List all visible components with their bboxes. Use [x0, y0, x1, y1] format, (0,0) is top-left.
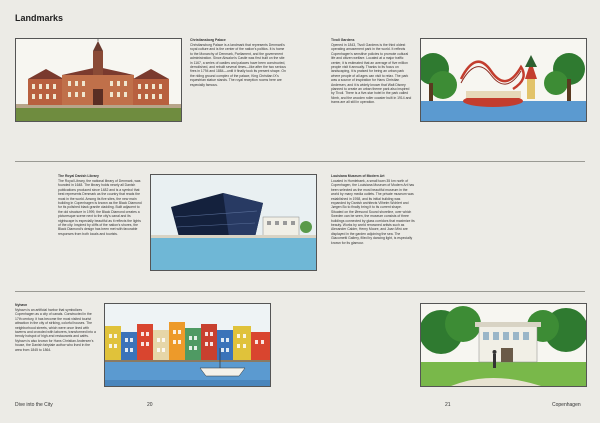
royal-library-illustration: [150, 174, 317, 271]
christiansborg-text: [190, 38, 288, 87]
nyhavn-illustration: [104, 303, 271, 387]
royal-library-title: The Royal Danish Library: [58, 174, 99, 178]
tivoli-title: Tivoli Gardens: [331, 38, 355, 42]
christiansborg-title: Christiansborg Palace: [190, 38, 226, 42]
louisiana-text: [331, 174, 415, 245]
louisiana-title: Louisiana Museum of Modern Art: [331, 174, 385, 178]
tivoli-illustration: [420, 38, 587, 122]
footer-left: Dive into the City: [15, 402, 53, 408]
christiansborg-body: Christiansborg Palace is a landmark that represents Denmark's royal culture and is the center of the nation's politics. It is home to the Monarchy of Denmark, Parliament, and the government administration. Since Absalon's Castle was first built on the site in 1167, a series of castles and palaces have been constructed, demolished, and rebuilt several times—like after the two serious fires in 1794 and 1884—until it finally took its present shape. On the riding ground complex of the palace, King Christian IX's equestrian statue stands. The royal reception rooms here are especially famous.: [190, 42, 286, 87]
tivoli-text: [331, 38, 413, 105]
page-number-right: 21: [445, 402, 451, 408]
page-number-left: 20: [147, 402, 153, 408]
divider-2: [15, 291, 585, 292]
louisiana-illustration: [420, 303, 587, 387]
divider-1: [15, 161, 585, 162]
page-title: Landmarks: [15, 13, 64, 23]
christiansborg-illustration: [15, 38, 182, 122]
nyhavn-text: [15, 303, 97, 352]
louisiana-body: Located in Humlebaek, a small town 35 km north of Copenhagen, the Louisiana Museum of Modern Art has been selected as the most beautiful museum in the world by many media outlets. The private museum was established in 1958, and its initial building was expanded by Danish architects Vilhelm Wohlert and Jørgen Bo to finally bring it to its current shape. Situated on the Øresund Sound shoreline, over which Sweden can be seen, the museum consists of three buildings connected by glass corridors that maximize its beauty. Works by world renowned artists such as Alexander Calder, Henry Moore, and Joan Miró are displayed in the garden adjoining the sea. The Giacometti Gallery, filled by dancing light, is especially known for its glamour.: [331, 178, 415, 245]
footer-right: Copenhagen: [552, 402, 581, 408]
royal-library-text: [58, 174, 144, 236]
tivoli-body: Opened in 1843, Tivoli Gardens is the third oldest operating amusement park in the world. It reflects Copenhagen's sensitive policies to promote cultural life and citizen welfare. Located at a major traffic center, it is estimated that an average of five million people visit it annually. Thanks to its focus on landscaping, it is praised for being an urban park where people of all ages can visit to relax. The park was a source of inspiration for Hans Christian Andersen, and it is widely known that Walt Disney planned to create an urban theme park also inspired by Tivoli. There is a five-star hotel in the park called Nimb, and the wooden roller coaster built in 1914 and trams are all still in operation.: [331, 42, 412, 105]
royal-library-body: The Royal Library, the national library of Denmark, was founded in 1648. The library holds nearly all Danish publications produced since 1482 and is a symbol that best represents Denmark as the country that reads the most in the world. Among its five sites, the new main building in Copenhagen is known as the Black Diamond for its polished black granite cladding. Built adjacent to the old structure in 1999, the Black Diamond creates a picturesque scene next to the city's canal and its nightscape is especially beautiful as it reflects the lights of the city. Inspired by cliffs of the nation's shores, the Black Diamond's design has been met with favorable responses from both locals and tourists.: [58, 178, 142, 236]
nyhavn-body: Nyhavn is an artificial harbor that symbolizes Copenhagen as a city of canals. Constructed in the 17th century, it has become the most visited tourist attraction in the city of striking, colorful houses. The neighborhood streets, which were once lined with taverns and crowded with laborers, transformed into a trendy hotspot of high-end restaurants and cafés. Nyhavn is also known for Hans Christian Andersen's house, the Danish fairytale author who lived in the area from 1845 to 1864.: [15, 307, 96, 352]
nyhavn-title: Nyhavn: [15, 303, 28, 307]
